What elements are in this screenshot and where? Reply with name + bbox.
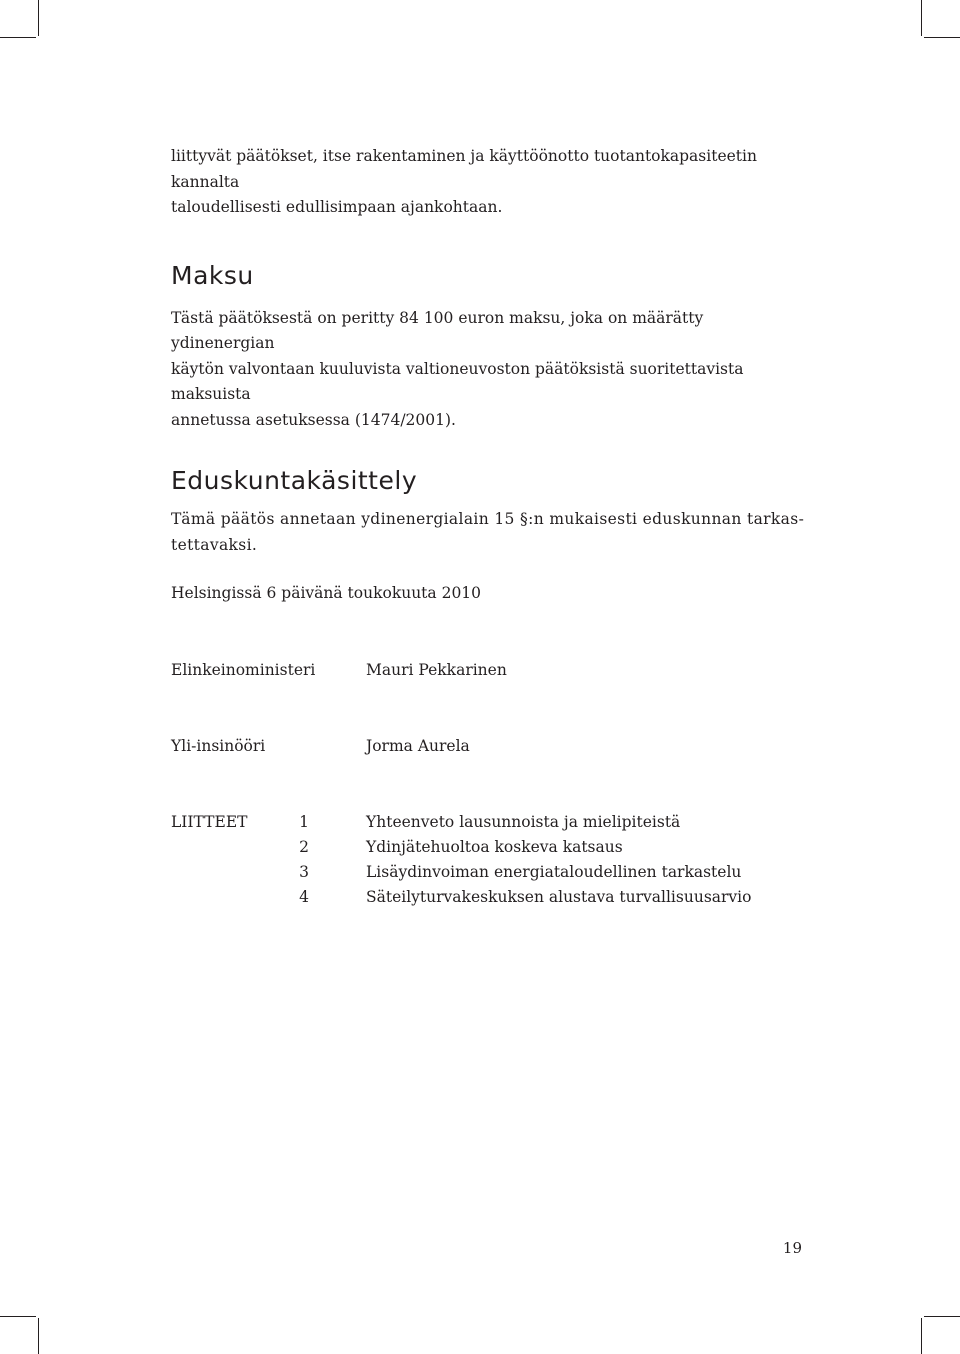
attachment-number: 4 xyxy=(299,887,309,906)
attachments-list xyxy=(171,810,811,910)
attachment-number: 3 xyxy=(299,862,309,881)
crop-mark-top-left xyxy=(38,0,39,36)
attachments-label: LIITTEET xyxy=(171,812,248,831)
signature-name: Mauri Pekkarinen xyxy=(366,660,507,679)
attachment-item xyxy=(171,860,811,885)
attachment-title: Ydinjätehuoltoa koskeva katsaus xyxy=(366,837,623,856)
attachment-number: 1 xyxy=(299,812,309,831)
place-date: Helsingissä 6 päivänä toukokuuta 2010 xyxy=(171,584,482,602)
crop-mark-bottom-left xyxy=(38,1318,39,1354)
page-number: 19 xyxy=(782,1239,802,1257)
attachment-item xyxy=(171,810,811,835)
signature-name: Jorma Aurela xyxy=(366,736,470,755)
signature-title: Yli-insinööri xyxy=(171,736,266,755)
eduskuntakasittely-paragraph: Tämä päätös annetaan ydinenergialain 15 §:n mukaisesti eduskunnan tarkas- tettavaksi. xyxy=(171,510,805,554)
attachment-item xyxy=(171,835,811,860)
attachment-title: Lisäydinvoiman energiataloudellinen tarkastelu xyxy=(366,862,742,881)
crop-mark-top-left-h xyxy=(0,37,36,38)
intro-paragraph: liittyvät päätökset, itse rakentaminen ja käyttöönotto tuotantokapasiteetin kannalta taloudellisesti edullisimpaan ajankohtaan. xyxy=(171,147,757,216)
signature-row xyxy=(171,658,811,683)
attachment-number: 2 xyxy=(299,837,309,856)
signature-row xyxy=(171,734,811,759)
crop-mark-bottom-right xyxy=(921,1318,922,1354)
page-content xyxy=(171,144,811,910)
section-heading-eduskuntakasittely: Eduskuntakäsittely xyxy=(171,466,418,495)
crop-mark-top-right-h xyxy=(924,37,960,38)
crop-mark-bottom-right-h xyxy=(924,1316,960,1317)
section-heading-maksu: Maksu xyxy=(171,260,254,290)
maksu-paragraph: Tästä päätöksestä on peritty 84 100 euron maksu, joka on määrätty ydinenergian käytön valvontaan kuuluvista valtioneuvoston päätöksistä suoritettavista maksuista annetussa asetuksessa (1474/2001). xyxy=(171,308,744,429)
crop-mark-bottom-left-h xyxy=(0,1316,36,1317)
attachment-title: Säteilyturvakeskuksen alustava turvallisuusarvio xyxy=(366,887,752,906)
attachment-item xyxy=(171,885,811,910)
signature-title: Elinkeinoministeri xyxy=(171,660,316,679)
crop-mark-top-right xyxy=(921,0,922,36)
attachment-title: Yhteenveto lausunnoista ja mielipiteistä xyxy=(366,812,681,831)
